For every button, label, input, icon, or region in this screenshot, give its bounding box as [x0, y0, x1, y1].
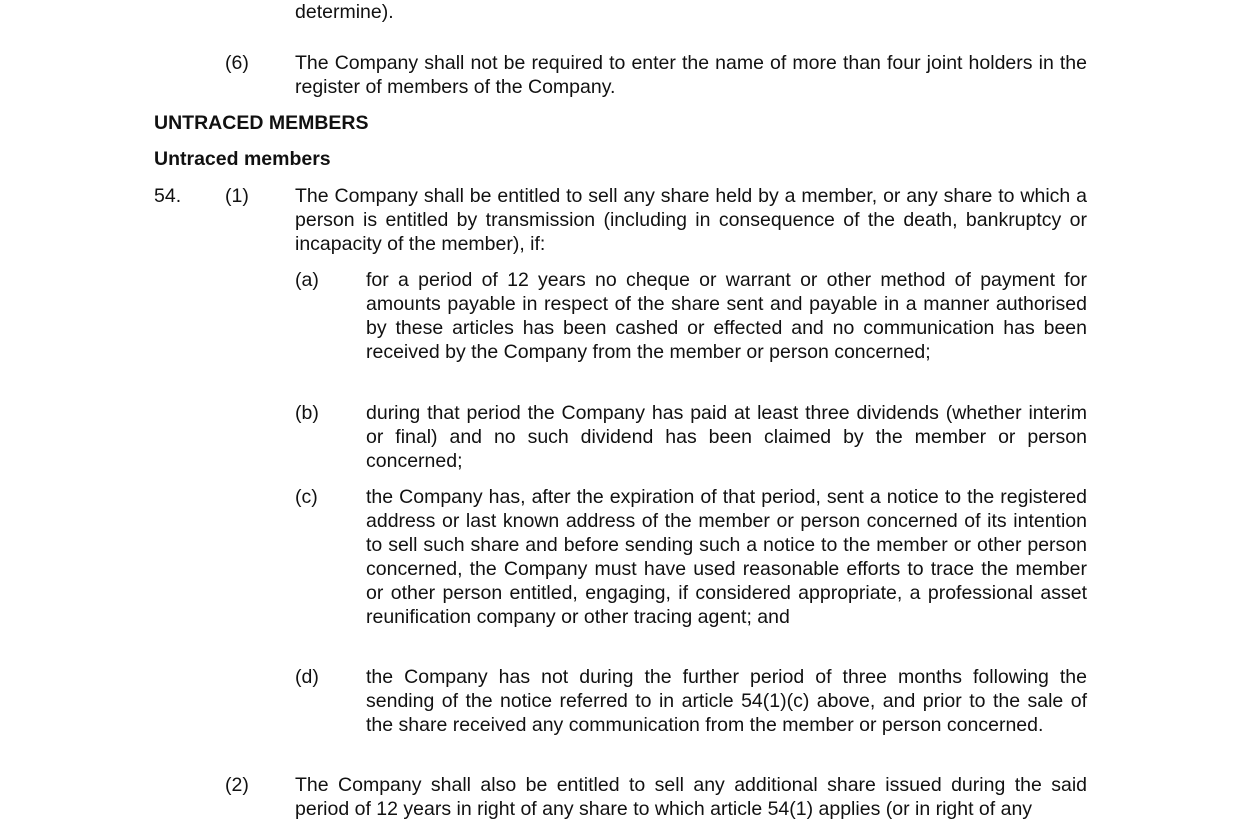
item-text: during that period the Company has paid at least three dividends (whether interim or final) and no such dividend has been claimed by the member or person concerned;: [366, 402, 1087, 472]
sub-heading: Untraced members: [154, 148, 331, 170]
paragraph-text: The Company shall not be required to enter the name of more than four joint holders in the register of members of the Company.: [295, 52, 1087, 98]
paragraph-number: (1): [225, 185, 249, 207]
item-label: (d): [295, 666, 319, 688]
item-text: the Company has not during the further period of three months following the sending of the notice referred to in article 54(1)(c) above, and prior to the sale of the share received any communication from the member or person concerned.: [366, 666, 1087, 736]
section-heading: UNTRACED MEMBERS: [154, 112, 369, 134]
item-text: the Company has, after the expiration of that period, sent a notice to the registered address or last known address of the member or person concerned of its intention to sell such share and before sending such a notice to the member or other person concerned, the Company must have used reasonable efforts to trace the member or other person entitled, engaging, if considered appropriate, a professional asset reunification company or other tracing agent; and: [366, 486, 1087, 628]
paragraph-number: (2): [225, 774, 249, 796]
paragraph-fragment: determine).: [295, 1, 394, 23]
paragraph-text: The Company shall be entitled to sell any share held by a member, or any share to which a person is entitled by transmission (including in consequence of the death, bankruptcy or incapacity of the member), if:: [295, 185, 1087, 255]
item-text: for a period of 12 years no cheque or warrant or other method of payment for amounts payable in respect of the share sent and payable in a manner authorised by these articles has been cashed or effected and no communication has been received by the Company from the member or person concerned;: [366, 269, 1087, 363]
article-number: 54.: [154, 185, 182, 207]
paragraph-number: (6): [225, 52, 249, 74]
item-label: (c): [295, 486, 318, 508]
item-label: (b): [295, 402, 319, 424]
item-label: (a): [295, 269, 319, 291]
paragraph-text: The Company shall also be entitled to sell any additional share issued during the said period of 12 years in right of any share to which article 54(1) applies (or in right of any: [295, 774, 1087, 820]
